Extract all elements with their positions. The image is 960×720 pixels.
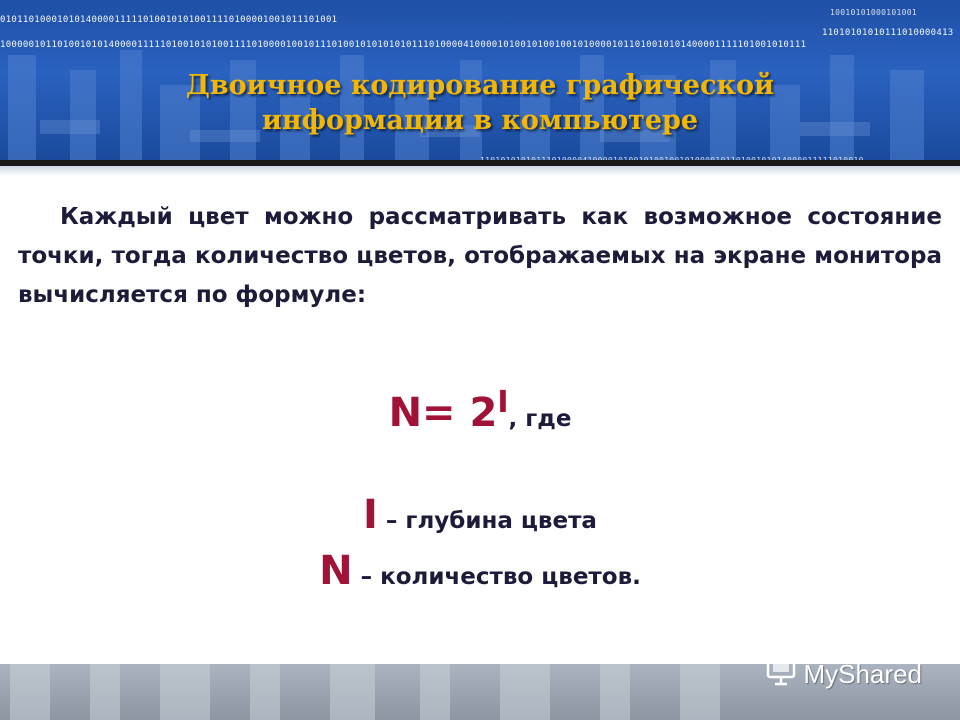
description-paragraph: Каждый цвет можно рассматривать как возможное состояние точки, тогда количество цветов, отображаемых на экране монитора вычисляется по формуле:: [18, 204, 942, 308]
definition-text: – количество цветов.: [352, 564, 641, 590]
binary-decoration-line: 11010101010111010000413: [822, 28, 954, 38]
binary-decoration-line: 10010101000101001: [830, 8, 917, 17]
myshared-logo[interactable]: [766, 657, 923, 691]
formula-suffix: , где: [508, 406, 572, 432]
presentation-icon: [766, 656, 798, 693]
formula: [0, 385, 960, 436]
header-divider-shadow: [0, 166, 960, 176]
binary-decoration-line: 100000101101001010140000111110100101010011110100001001011101001010101010111010000410000101001010010010100001011010010101400001111101001010111: [0, 40, 807, 50]
slide-title-line1: Двоичное кодирование графической: [185, 70, 775, 101]
definition-symbol: I: [363, 492, 378, 538]
header-banner: [0, 0, 960, 160]
slide-title: [0, 68, 960, 138]
definition-symbol: N: [319, 548, 353, 594]
formula-base: N= 2: [388, 390, 498, 436]
slide-title-line2: информации в компьютере: [261, 105, 699, 136]
binary-decoration-line: 01011010001010140000111110100101010011110100001001011101001: [0, 15, 338, 25]
definition-depth: [0, 492, 960, 538]
definition-count: [0, 548, 960, 594]
logo-text: MyShared: [803, 658, 922, 689]
formula-exponent: I: [497, 385, 509, 420]
definition-text: – глубина цвета: [377, 508, 597, 534]
